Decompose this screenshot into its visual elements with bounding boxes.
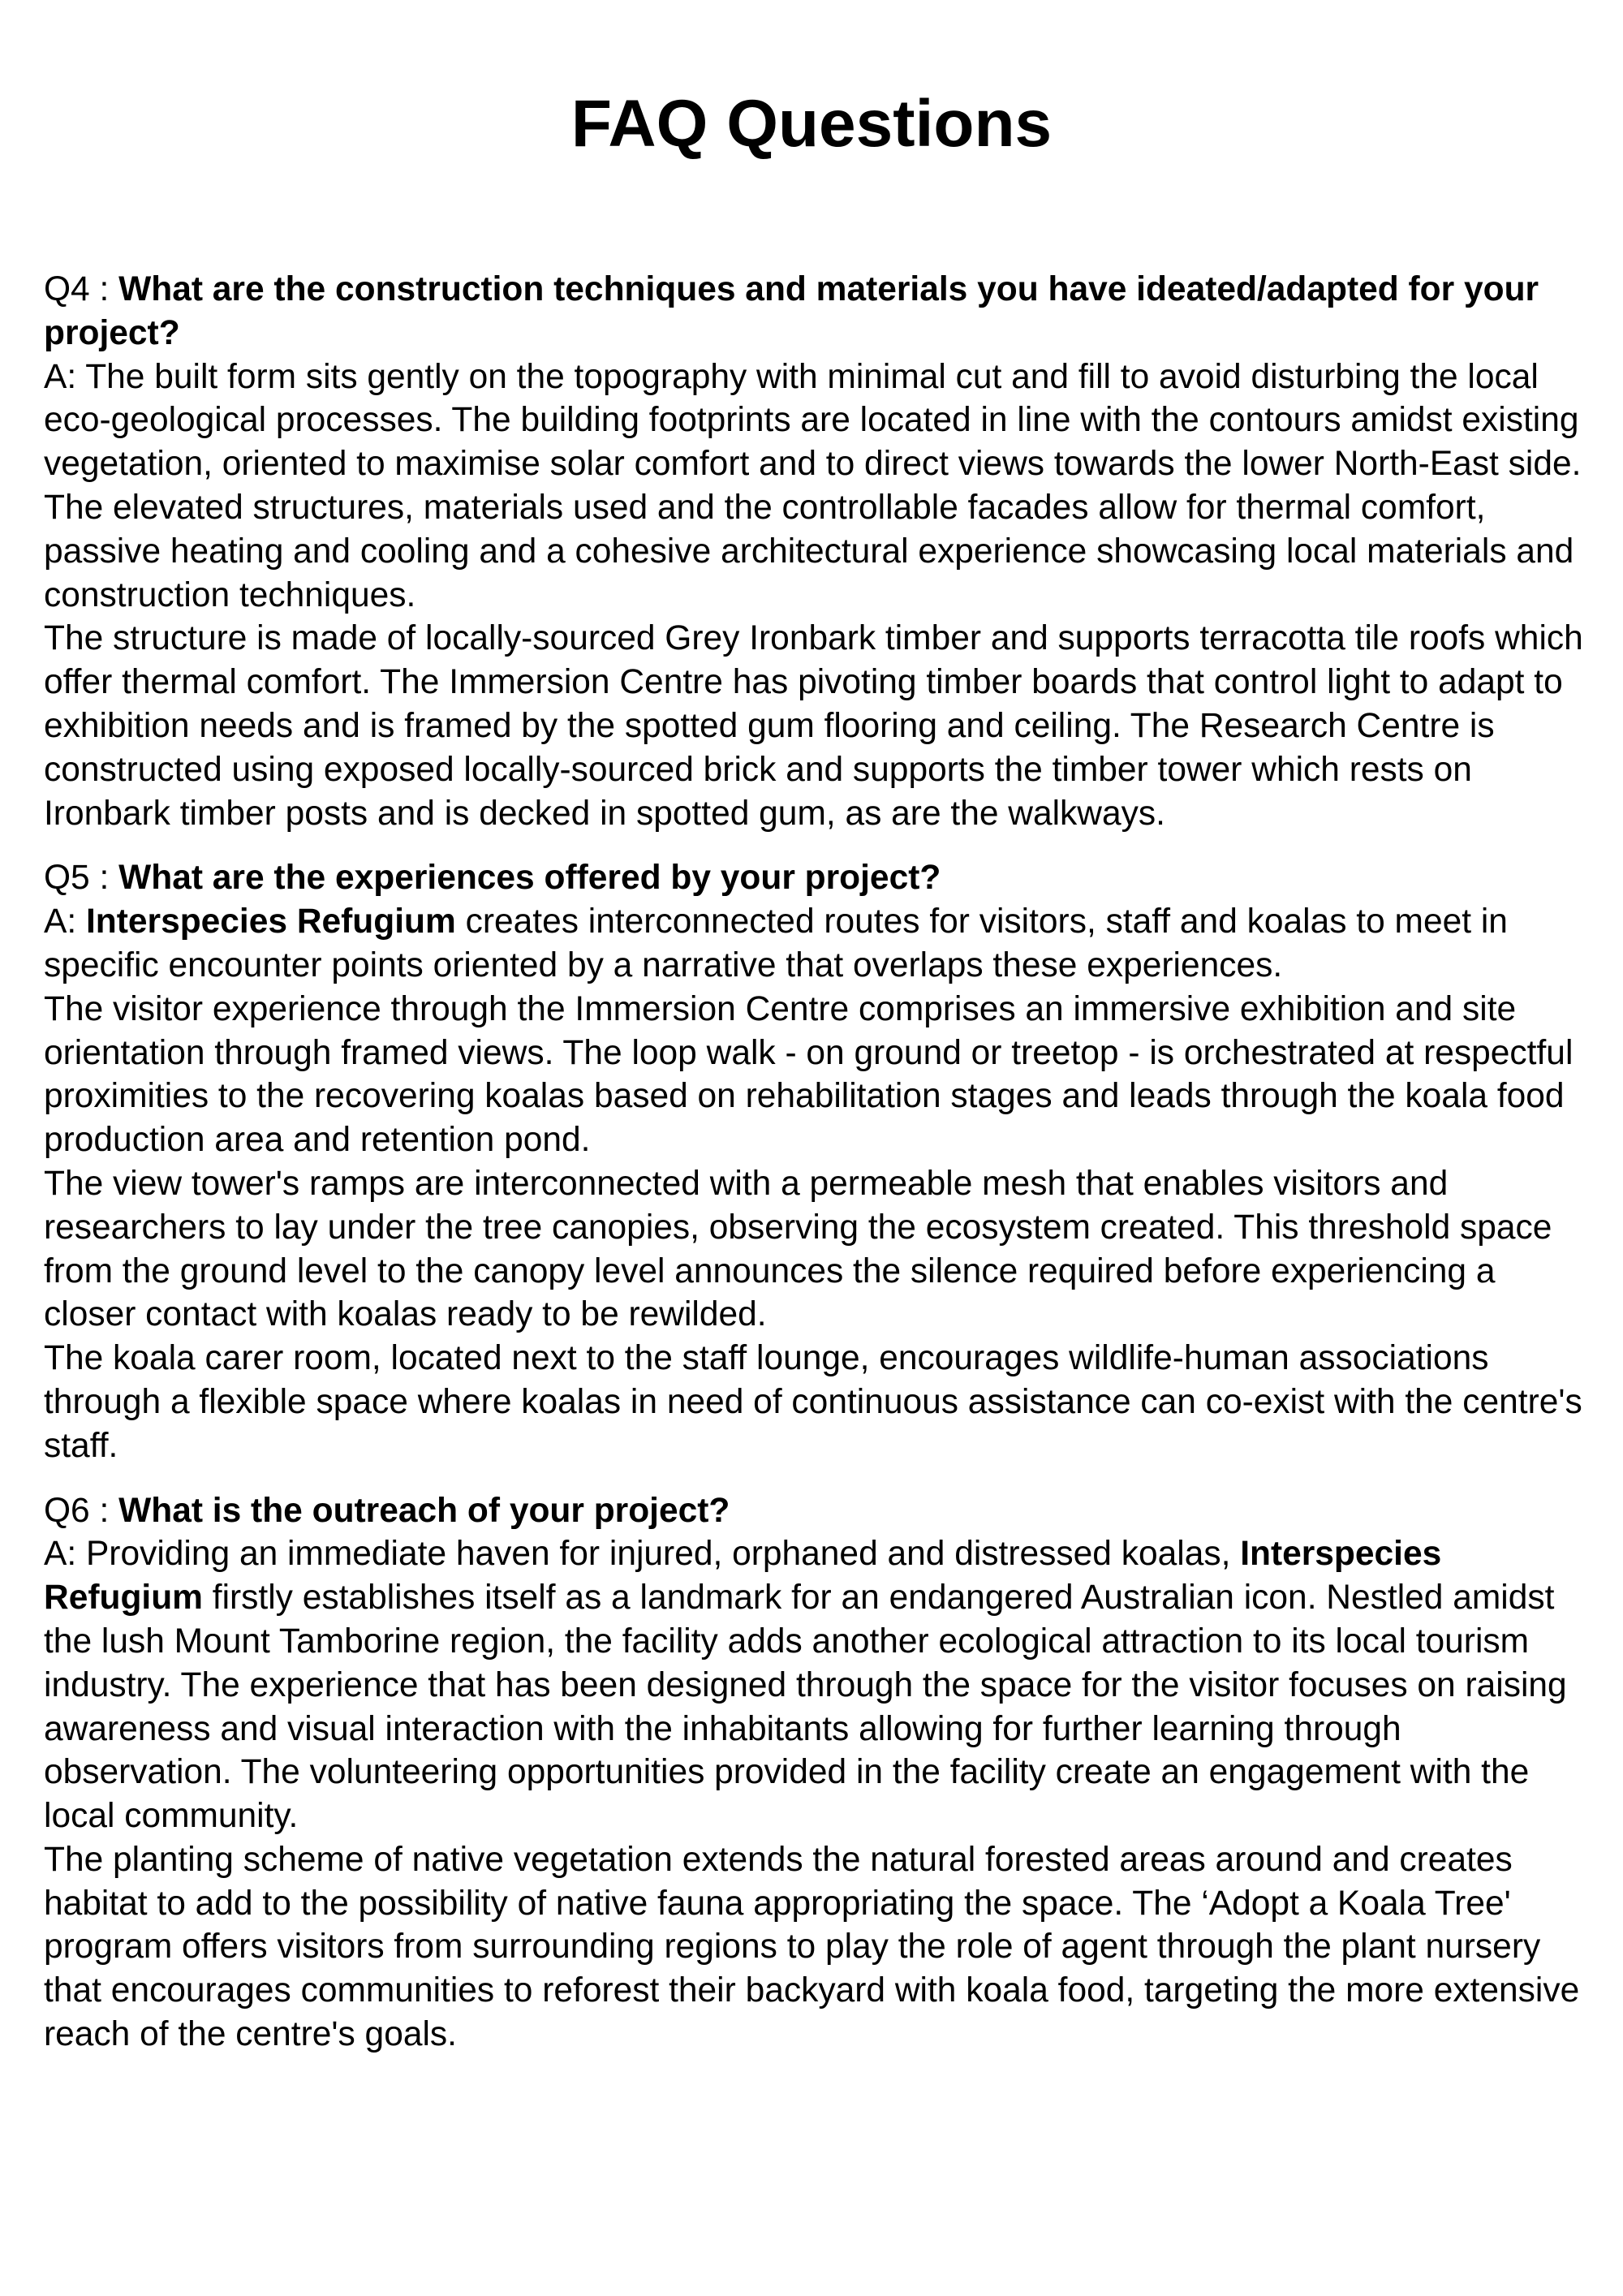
- answer-paragraph: A: The built form sits gently on the topography with minimal cut and fill to avoid disturbing the local eco-geological processes. The building footprints are located in line with the contours amidst existing vegetation, oriented to maximise solar comfort and to direct views towards the lower North-East side. The elevated structures, materials used and the controllable facades allow for thermal comfort, passive heating and cooling and a cohesive architectural experience showcasing local materials and construction techniques.: [44, 357, 1582, 614]
- answer-paragraph: The view tower's ramps are interconnected with a permeable mesh that enables visitors and researchers to lay under the tree canopies, observing the ecosystem created. This threshold space from the ground level to the canopy level announces the silence required before experiencing a closer contact with koalas ready to be rewilded.: [44, 1164, 1552, 1334]
- faq-item-q4: [44, 268, 1586, 835]
- faq-item-q5: [44, 856, 1586, 1467]
- question-text: What are the experiences offered by your project?: [118, 859, 941, 898]
- answer-paragraph: The visitor experience through the Immersion Centre comprises an immersive exhibition and site orientation through framed views. The loop walk - on ground or treetop - is orchestrated at respectful proximities to the recovering koalas based on rehabilitation stages and leads through the koala food production area and retention pond.: [44, 989, 1573, 1160]
- project-name: Interspecies Refugium: [85, 902, 456, 941]
- answer-prefix: A:: [44, 902, 86, 941]
- question-q4: [44, 268, 1586, 355]
- page-title: FAQ Questions: [570, 87, 1053, 161]
- question-text: What are the construction techniques and materials you have ideated/adapted for your project?: [44, 270, 1539, 352]
- project-name: Interspecies Refugium: [44, 1535, 1442, 1618]
- answer-text: creates interconnected routes for visitors, staff and koalas to meet in specific encounter points oriented by a narrative that overlaps these experiences.: [44, 902, 1508, 984]
- answer-paragraph: The planting scheme of native vegetation extends the natural forested areas around and creates habitat to add to the possibility of native fauna appropriating the space. The ‘Adopt a Koala Tree' program offers visitors from surrounding regions to play the role of agent through the plant nursery that encourages communities to reforest their backyard with koala food, targeting the more extensive reach of the centre's goals.: [44, 1840, 1580, 2054]
- answer-paragraph: The koala carer room, located next to the staff lounge, encourages wildlife-human associations through a flexible space where koalas in need of continuous assistance can co-exist with the centre's staff.: [44, 1339, 1582, 1465]
- faq-content: [44, 268, 1586, 2057]
- answer-prefix: A: Providing an immediate haven for injured, orphaned and distressed koalas,: [44, 1535, 1241, 1574]
- answer-paragraph: [44, 900, 1586, 988]
- answer-paragraph: The structure is made of locally-sourced Grey Ironbark timber and supports terracotta tile roofs which offer thermal comfort. The Immersion Centre has pivoting timber boards that control light to adapt to exhibition needs and is framed by the spotted gum flooring and ceiling. The Research Centre is constructed using exposed locally-sourced brick and supports the timber tower which rests on Ironbark timber posts and is decked in spotted gum, as are the walkways.: [44, 619, 1583, 833]
- question-prefix: Q6 :: [44, 1491, 119, 1530]
- answer-text: firstly establishes itself as a landmark for an endangered Australian icon. Nestled amidst the lush Mount Tamborine region, the facility adds another ecological attraction to its local tourism industry. The experience that has been designed through the space for the visitor focuses on raising awareness and visual interaction with the inhabitants allowing for further learning through observation. The volunteering opportunities provided in the facility create an engagement with the local community.: [44, 1579, 1567, 1836]
- question-text: What is the outreach of your project?: [118, 1491, 730, 1530]
- faq-item-q6: [44, 1489, 1586, 2057]
- question-prefix: Q5 :: [44, 859, 119, 898]
- question-prefix: Q4 :: [44, 270, 119, 308]
- question-q6: [44, 1489, 1586, 1533]
- answer-paragraph: [44, 1532, 1586, 1838]
- question-q5: [44, 856, 1586, 900]
